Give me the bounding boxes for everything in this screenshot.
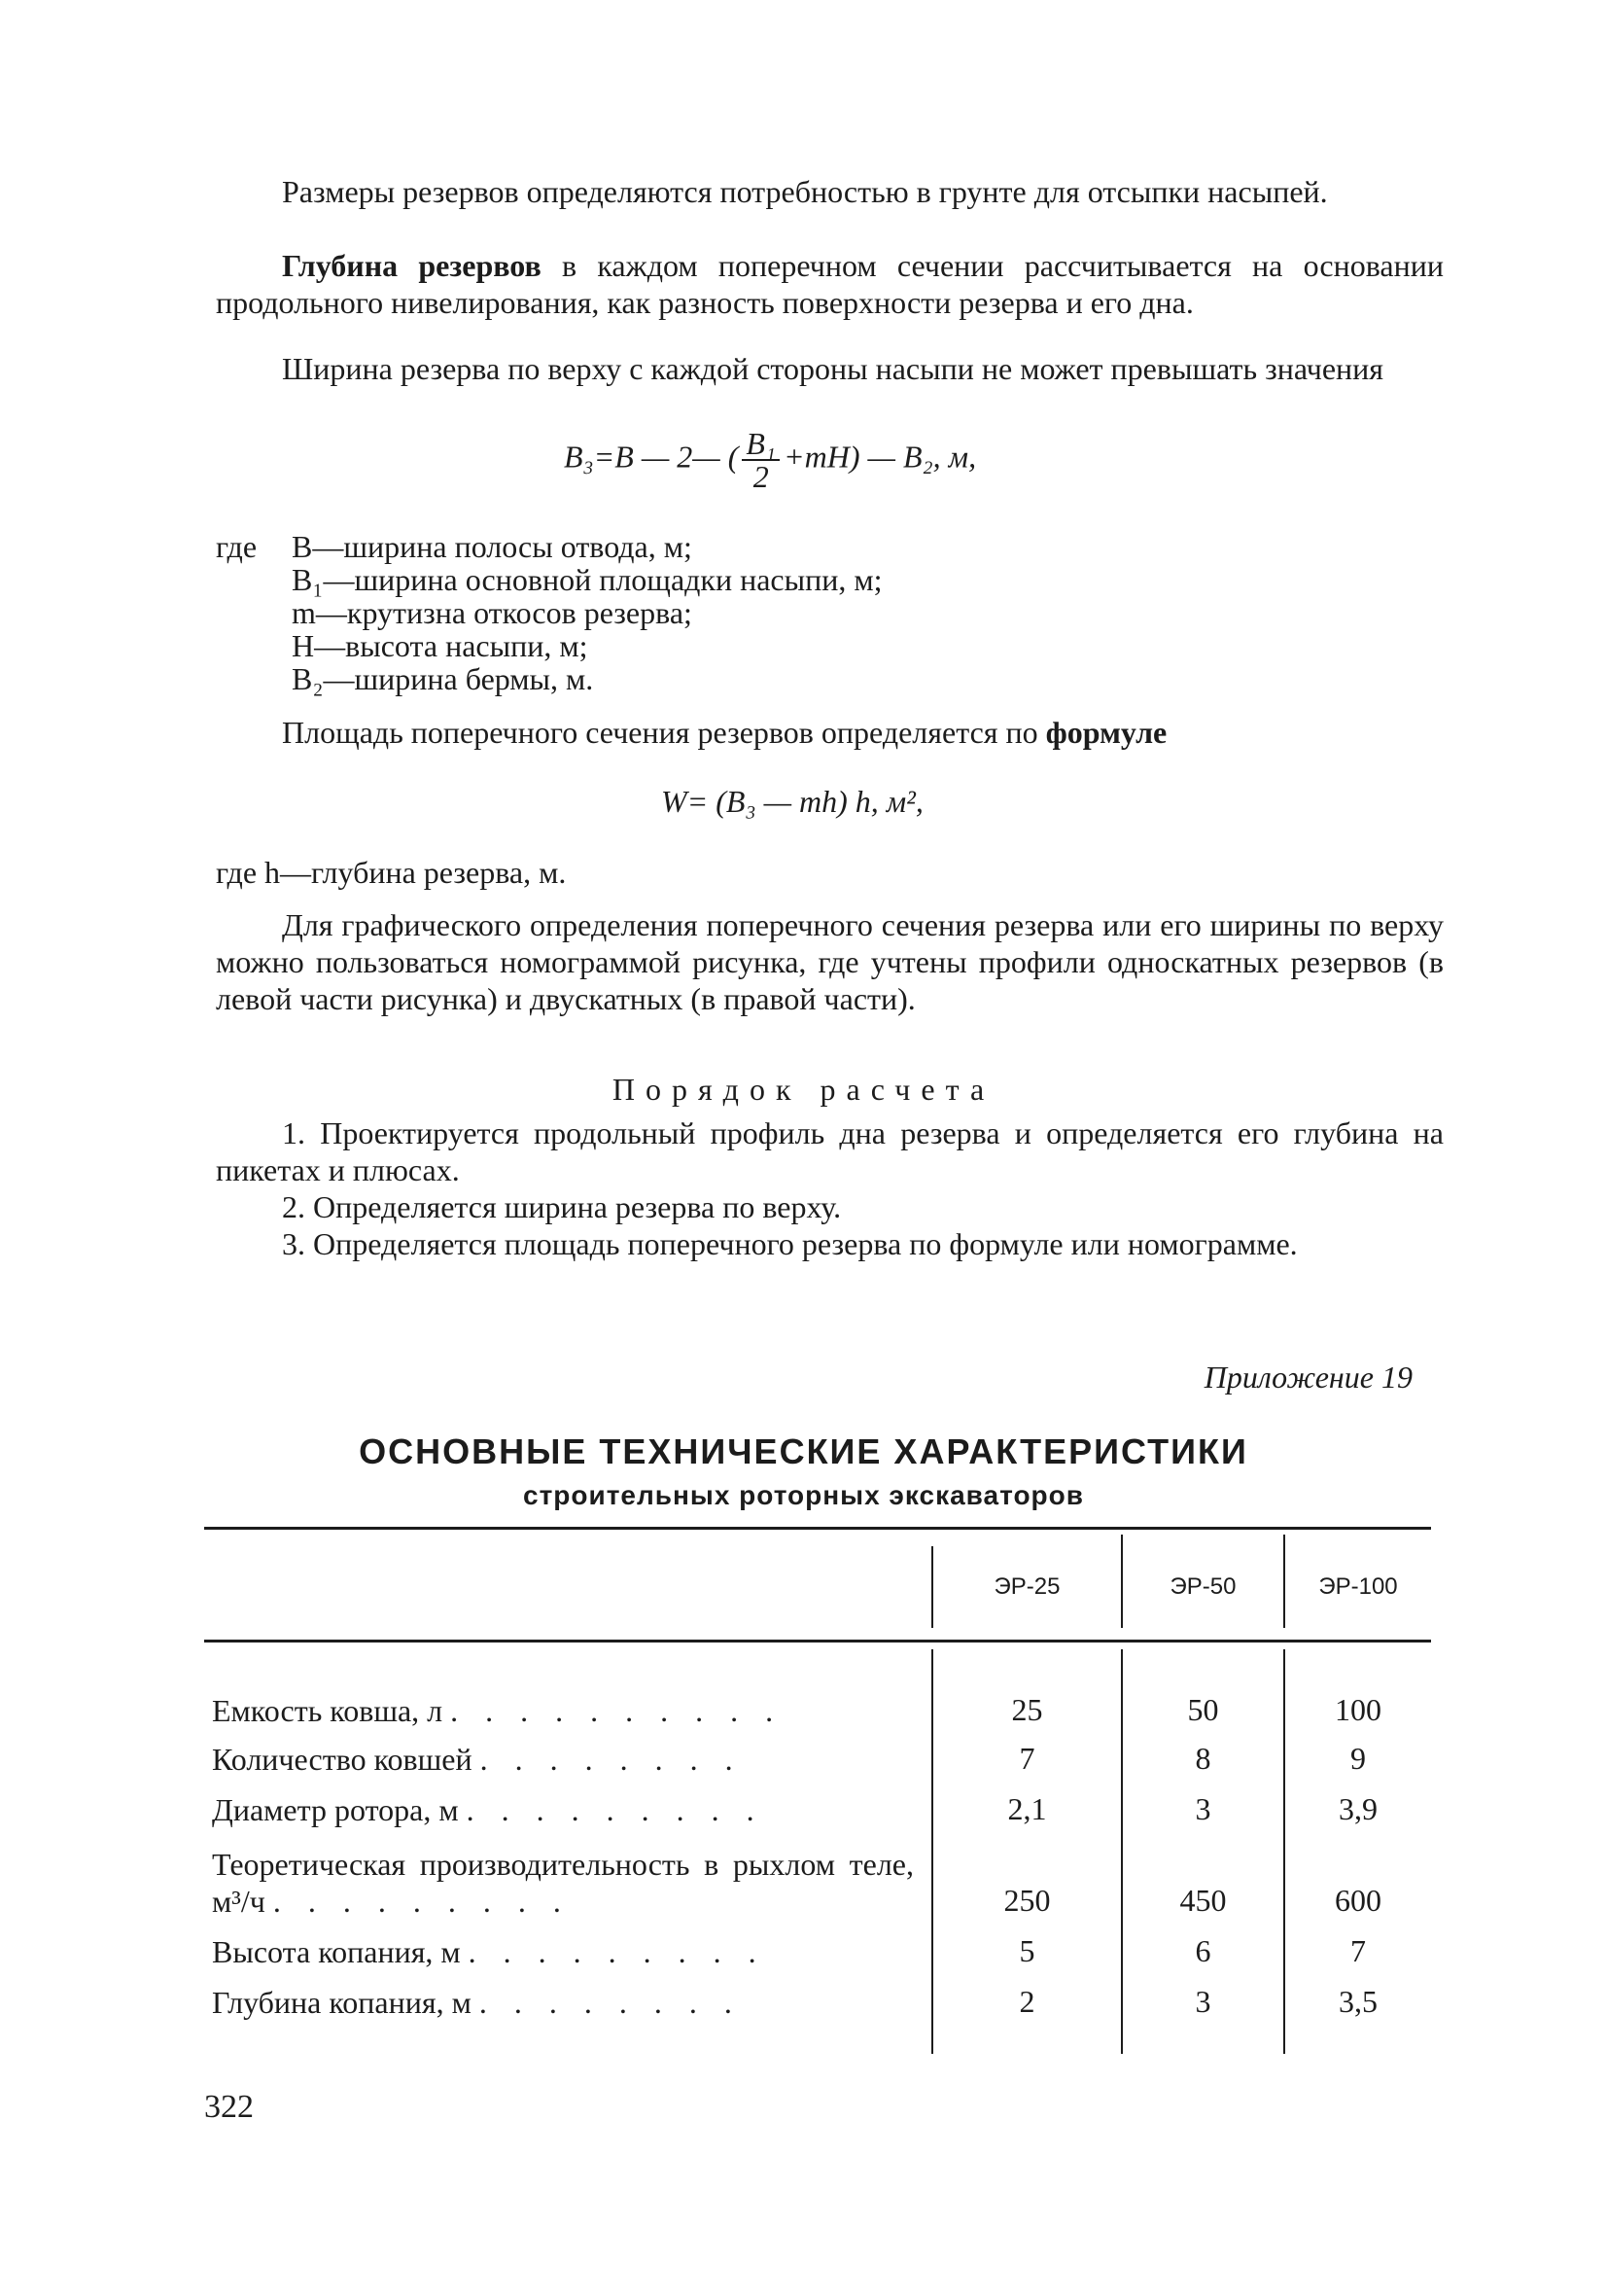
table-cell: 6 bbox=[1195, 1933, 1211, 1968]
reserve-depth-rest: в каждом поперечном сечении рассчитывается на основании продольного нивелирования, как разность поверхности резерва и его дна. bbox=[216, 248, 1445, 320]
reserve-depth-bold: Глубина резервов bbox=[282, 248, 541, 283]
table-cell: 450 bbox=[1179, 1883, 1227, 1918]
table-cell: 8 bbox=[1195, 1741, 1211, 1776]
formula2-legend: где h—глубина резерва, м. bbox=[216, 855, 567, 890]
legend-lead: где bbox=[216, 529, 258, 564]
table-subtitle: строительных роторных экскаваторов bbox=[523, 1480, 1084, 1510]
table-cell: 7 bbox=[1350, 1933, 1366, 1968]
table-cell: 3,5 bbox=[1339, 1984, 1378, 2019]
area-formula-bold: формуле bbox=[1045, 715, 1168, 750]
column-header: ЭР-50 bbox=[1170, 1573, 1237, 1600]
row-label-text: Высота копания, м bbox=[212, 1934, 461, 1969]
procedure-heading: Порядок расчета bbox=[611, 1072, 996, 1107]
page-number: 322 bbox=[204, 2089, 254, 2125]
table-cell: 25 bbox=[1011, 1692, 1043, 1727]
formula1-left: B₃=B — 2— ( bbox=[564, 439, 739, 475]
legend-text: H—высота насыпи, м; bbox=[292, 628, 588, 663]
formula-reserve-width bbox=[564, 428, 976, 492]
procedure-step: 3. Определяется площадь поперечного резерва по формуле или номограмме. bbox=[282, 1226, 1298, 1261]
table-row-label bbox=[212, 1933, 914, 1970]
row-label-text: Глубина копания, м bbox=[212, 1985, 472, 2020]
column-header: ЭР-100 bbox=[1318, 1573, 1398, 1600]
row-leader-dots: . . . . . . . . . bbox=[468, 1934, 766, 1969]
row-label-text: Диаметр ротора, м bbox=[212, 1792, 459, 1827]
row-label-text: Количество ковшей bbox=[212, 1742, 472, 1777]
formula1-denominator: 2 bbox=[752, 459, 769, 494]
formula1-fraction bbox=[742, 428, 780, 492]
table-cell: 3,9 bbox=[1339, 1791, 1378, 1826]
legend-row bbox=[216, 563, 883, 596]
paragraph-reserve-sizes: Размеры резервов определяются потребностью в грунте для отсыпки насыпей. bbox=[282, 174, 1328, 209]
legend-row bbox=[216, 662, 883, 695]
table-row-label bbox=[212, 1741, 914, 1778]
appendix-label: Приложение 19 bbox=[1204, 1360, 1413, 1395]
table-title: ОСНОВНЫЕ ТЕХНИЧЕСКИЕ ХАРАКТЕРИСТИКИ bbox=[359, 1431, 1248, 1471]
procedure-step: 2. Определяется ширина резерва по верху. bbox=[282, 1189, 842, 1224]
row-leader-dots: . . . . . . . . . bbox=[272, 1884, 571, 1919]
table-header-rule bbox=[204, 1640, 1431, 1643]
legend-row bbox=[216, 530, 883, 563]
row-leader-dots: . . . . . . . . bbox=[479, 1742, 743, 1777]
table-row-label bbox=[212, 1984, 914, 2021]
legend-text: m—крутизна откосов резерва; bbox=[292, 595, 692, 630]
paragraph-reserve-width: Ширина резерва по верху с каждой стороны насыпи не может превышать значения bbox=[282, 351, 1384, 386]
table-row-label bbox=[212, 1692, 914, 1729]
legend-text: B₁—ширина основной площадки насыпи, м; bbox=[292, 562, 883, 597]
row-leader-dots: . . . . . . . . bbox=[478, 1985, 742, 2020]
table-cell: 600 bbox=[1335, 1883, 1381, 1918]
procedure-step: 1. Проектируется продольный профиль дна резерва и определяется его глубина на пикетах и плюсах. bbox=[216, 1115, 1444, 1187]
formula1-legend bbox=[216, 530, 883, 695]
formula-area: W= (B₃ — mh) h, м², bbox=[661, 784, 924, 819]
legend-text: B—ширина полосы отвода, м; bbox=[292, 529, 692, 564]
table-cell: 9 bbox=[1350, 1741, 1366, 1776]
area-formula-text: Площадь поперечного сечения резервов определяется по bbox=[282, 715, 1046, 750]
table-cell: 50 bbox=[1187, 1692, 1219, 1727]
table-cell: 250 bbox=[1003, 1883, 1051, 1918]
column-header: ЭР-25 bbox=[994, 1573, 1061, 1600]
table-cell: 3 bbox=[1195, 1791, 1211, 1826]
table-cell: 100 bbox=[1335, 1692, 1381, 1727]
table-row-label bbox=[212, 1846, 914, 1920]
formula1-right: +mH) — B₂, м, bbox=[784, 439, 977, 475]
table-cell: 3 bbox=[1195, 1984, 1211, 2019]
paragraph-reserve-depth bbox=[216, 247, 1444, 321]
table-cell: 2 bbox=[1019, 1984, 1035, 2019]
table-cell: 7 bbox=[1019, 1741, 1035, 1776]
row-label-text: Теоретическая производительность в рыхлом теле, м³/ч bbox=[212, 1847, 914, 1919]
formula1-numerator: B₁ bbox=[742, 428, 780, 461]
paragraph-area-formula bbox=[216, 714, 1444, 751]
legend-row bbox=[216, 596, 883, 629]
paragraph-nomogram: Для графического определения поперечного сечения резерва или его ширины по верху можно пользоваться номограммой рисунка, где учтены профили односкатных резервов (в левой части рисунка) и двускатных (в правой части). bbox=[216, 907, 1444, 1016]
table-cell: 5 bbox=[1019, 1933, 1035, 1968]
row-leader-dots: . . . . . . . . . . bbox=[450, 1693, 784, 1728]
table-row-label bbox=[212, 1791, 914, 1828]
row-leader-dots: . . . . . . . . . bbox=[466, 1792, 764, 1827]
legend-row bbox=[216, 629, 883, 662]
legend-text: B₂—ширина бермы, м. bbox=[292, 661, 594, 696]
row-label-text: Емкость ковша, л bbox=[212, 1693, 443, 1728]
table-cell: 2,1 bbox=[1007, 1791, 1047, 1826]
table-top-rule bbox=[204, 1527, 1431, 1530]
